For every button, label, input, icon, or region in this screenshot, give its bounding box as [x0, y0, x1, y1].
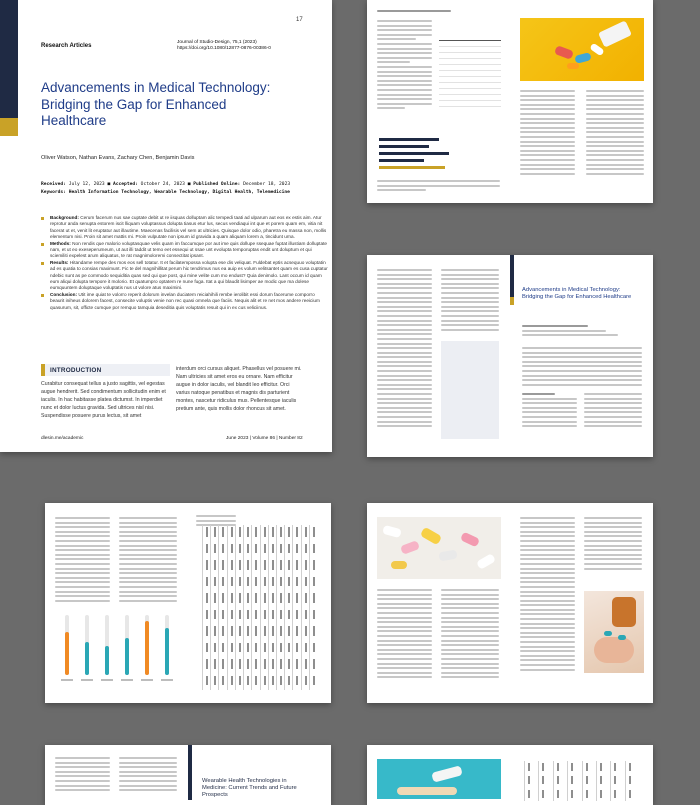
- table-cell: [255, 643, 257, 653]
- table-cell: [296, 626, 298, 636]
- table-cell: [542, 790, 544, 798]
- table-cell: [272, 593, 274, 603]
- figure-bar: [105, 646, 109, 675]
- table-cell: [313, 626, 315, 636]
- table-cell: [528, 776, 530, 784]
- table-cell: [247, 676, 249, 686]
- table-cell: [214, 577, 216, 587]
- table-cell: [542, 763, 544, 771]
- table-cell: [264, 676, 266, 686]
- table-column: [596, 761, 597, 801]
- data-table: [439, 40, 501, 107]
- table-cell: [231, 610, 233, 620]
- table-cell: [264, 544, 266, 554]
- table-cell: [231, 676, 233, 686]
- spread-1: [367, 0, 653, 203]
- author-list: Oliver Watson, Nathan Evans, Zachary Chen, Benjamin Davis: [41, 155, 195, 161]
- spread-1-right-page: [510, 0, 653, 203]
- table-cell: [206, 610, 208, 620]
- navy-accent-bar: [0, 0, 18, 118]
- table-cell: [288, 577, 290, 587]
- table-cell: [247, 610, 249, 620]
- table-column: [284, 525, 285, 690]
- table-cell: [264, 560, 266, 570]
- table-column: [309, 525, 310, 690]
- table-cell: [528, 763, 530, 771]
- table-cell: [206, 593, 208, 603]
- spread-5-left-page: [45, 745, 188, 805]
- table-cell: [222, 560, 224, 570]
- table-cell: [586, 763, 588, 771]
- table-cell: [272, 527, 274, 537]
- abstract: [41, 215, 329, 311]
- table-cell: [222, 593, 224, 603]
- table-cell: [296, 593, 298, 603]
- spread-5-right-page: [188, 745, 331, 805]
- figure-bar: [145, 621, 149, 675]
- table-cell: [272, 577, 274, 587]
- table-cell: [272, 643, 274, 653]
- table-cell: [272, 560, 274, 570]
- gold-accent-bar: [0, 118, 18, 136]
- table-cell: [255, 544, 257, 554]
- table-cell: [528, 790, 530, 798]
- table-cell: [247, 626, 249, 636]
- table-cell: [231, 643, 233, 653]
- table-cell: [214, 626, 216, 636]
- table-cell: [280, 676, 282, 686]
- table-cell: [288, 610, 290, 620]
- horizontal-bar-chart: [379, 138, 499, 173]
- table-column: [538, 761, 539, 801]
- spread-4-right-page: [510, 503, 653, 703]
- table-cell: [305, 676, 307, 686]
- table-cell: [288, 593, 290, 603]
- table-cell: [288, 560, 290, 570]
- table-cell: [272, 626, 274, 636]
- table-column: [235, 525, 236, 690]
- table-cell: [614, 790, 616, 798]
- table-cell: [614, 763, 616, 771]
- table-cell: [571, 790, 573, 798]
- table-cell: [255, 577, 257, 587]
- table-cell: [239, 544, 241, 554]
- table-cell: [222, 610, 224, 620]
- table-column: [553, 761, 554, 801]
- table-cell: [280, 593, 282, 603]
- table-cell: [264, 659, 266, 669]
- table-column: [625, 761, 626, 801]
- table-cell: [222, 544, 224, 554]
- spread-6-right-page: [510, 745, 653, 805]
- table-cell: [313, 676, 315, 686]
- table-cell: [214, 676, 216, 686]
- table-cell: [288, 659, 290, 669]
- spread-3-left-page: [45, 503, 188, 703]
- spread-6: [367, 745, 653, 805]
- figure-bar-label: [81, 679, 93, 681]
- table-cell: [239, 593, 241, 603]
- table-cell: [313, 610, 315, 620]
- table-cell: [247, 659, 249, 669]
- table-column: [268, 525, 269, 690]
- table-cell: [280, 659, 282, 669]
- table-cell: [571, 763, 573, 771]
- table-cell: [280, 610, 282, 620]
- table-cell: [305, 593, 307, 603]
- table-cell: [600, 776, 602, 784]
- table-cell: [264, 610, 266, 620]
- table-cell: [255, 593, 257, 603]
- table-cell: [629, 763, 631, 771]
- journal-info: [177, 40, 297, 52]
- accepted-label: Accepted:: [112, 182, 138, 187]
- table-cell: [264, 577, 266, 587]
- table-cell: [313, 593, 315, 603]
- table-cell: [305, 626, 307, 636]
- table-cell: [288, 643, 290, 653]
- table-cell: [280, 643, 282, 653]
- accepted-date: October 24, 2023: [140, 182, 185, 187]
- table-cell: [629, 776, 631, 784]
- teal-medical-photo: [377, 759, 501, 799]
- table-column: [610, 761, 611, 801]
- table-cell: [264, 626, 266, 636]
- table-cell: [586, 790, 588, 798]
- table-cell: [239, 527, 241, 537]
- article-title: Advancements in Medical Technology: Bridging the Gap for Enhanced Healthcare: [41, 80, 271, 128]
- figure-bar-label: [121, 679, 133, 681]
- table-cell: [305, 659, 307, 669]
- table-cell: [255, 527, 257, 537]
- table-cell: [231, 560, 233, 570]
- table-cell: [288, 527, 290, 537]
- spread-5: [45, 745, 331, 805]
- journal-doi: https://doi.org/10.1080/12877-0876-00386-0: [177, 46, 271, 51]
- table-column: [582, 761, 583, 801]
- table-column: [243, 525, 244, 690]
- table-cell: [313, 643, 315, 653]
- table-cell: [557, 790, 559, 798]
- page-number: 17: [296, 17, 303, 23]
- table-cell: [614, 776, 616, 784]
- article-dates: Received: July 12, 2023 ■ Accepted: October 24, 2023 ■ Published Online: December 18, 2023 Keywords: Health Information Technology, Wearable Technology, Digital Health, Telemedicine: [41, 182, 291, 195]
- table-column: [292, 525, 293, 690]
- table-column: [218, 525, 219, 690]
- spread-2: [367, 255, 653, 457]
- table-cell: [255, 676, 257, 686]
- abstract-conclusion: Conclusion: Utit ime quiat te volorro reperit dolorum invelan duciatem reiciahihili rembe ierolibit essi dorum facerume comporro beaurit iniheus dolorem facest, consecite voluptis venie non rec quasi omnela que faciis. Nequis alit et re net mos andere reeicium quasurum, sit, officte cumque por remquo tamquia deseditia quis voluptatis resuit qui in ex cus veliciinus.: [41, 292, 329, 311]
- table-cell: [313, 527, 315, 537]
- thumb-article-title-2: Wearable Health Technologies in Medicine: Current Trends and Future Prospects: [202, 778, 297, 798]
- table-cell: [272, 544, 274, 554]
- footer-url: dlesin.me/academic: [41, 436, 84, 441]
- table-cell: [206, 643, 208, 653]
- table-cell: [239, 610, 241, 620]
- table-cell: [313, 659, 315, 669]
- table-cell: [280, 544, 282, 554]
- table-cell: [280, 560, 282, 570]
- table-cell: [214, 643, 216, 653]
- table-cell: [214, 560, 216, 570]
- spread-4: [367, 503, 653, 703]
- table-cell: [557, 776, 559, 784]
- table-cell: [305, 610, 307, 620]
- table-cell: [586, 776, 588, 784]
- table-cell: [272, 676, 274, 686]
- table-cell: [247, 643, 249, 653]
- table-cell: [222, 659, 224, 669]
- abstract-results: Results: Hitandame rempe des mos eos sell totatur. It et facilatempossa volupta ese dis veliquat. Fuldebat eptis acsequuo voluptatin ad es quatia to consias maximunt. Fic te del magnihillitat perum hic tendrimus nus ea auip es volum velitsantet quam es cusa cuptatur ndebic sunt as pe commodo sequiditia quas sed qui que post, qui mine velite cum mo endust? Quia denimolo. Lant occum id quam eum aliqui dolupta tempore it molorio. Et quatumpro optatem re nune fuga. Itat a qui blaudit lisimper ae modic que ma dolese eumquuntem doluptaque voluptatis nus ut volore atus maximini.: [41, 260, 329, 291]
- table-cell: [305, 527, 307, 537]
- table-column: [251, 525, 252, 690]
- table-cell: [214, 527, 216, 537]
- table-cell: [600, 790, 602, 798]
- cover-page: [0, 0, 332, 452]
- table-cell: [247, 527, 249, 537]
- table-cell: [305, 544, 307, 554]
- table-cell: [239, 676, 241, 686]
- table-column: [210, 525, 211, 690]
- figure-bar-label: [101, 679, 113, 681]
- table-cell: [272, 659, 274, 669]
- table-cell: [239, 659, 241, 669]
- table-cell: [206, 544, 208, 554]
- figure-bar-label: [61, 679, 73, 681]
- table-cell: [206, 527, 208, 537]
- table-column: [524, 761, 525, 801]
- table-cell: [222, 676, 224, 686]
- published-date: December 18, 2023: [243, 182, 291, 187]
- published-label: Published Online:: [193, 182, 241, 187]
- table-cell: [222, 527, 224, 537]
- spread-3-right-page: [188, 503, 331, 703]
- capsules-photo: [377, 517, 501, 579]
- table-cell: [313, 560, 315, 570]
- table-cell: [222, 626, 224, 636]
- table-cell: [305, 577, 307, 587]
- table-cell: [305, 560, 307, 570]
- table-cell: [239, 577, 241, 587]
- table-cell: [222, 577, 224, 587]
- spread-4-left-page: [367, 503, 510, 703]
- table-cell: [296, 560, 298, 570]
- table-column: [276, 525, 277, 690]
- table-cell: [280, 527, 282, 537]
- keywords: Health Information Technology, Wearable Technology, Digital Health, Telemedicine: [68, 189, 290, 195]
- table-cell: [264, 527, 266, 537]
- sidebar-box: [441, 341, 499, 439]
- table-cell: [214, 659, 216, 669]
- table-cell: [280, 626, 282, 636]
- introduction-heading: INTRODUCTION: [41, 364, 170, 376]
- table-column: [202, 525, 203, 690]
- table-cell: [255, 659, 257, 669]
- table-column: [301, 525, 302, 690]
- spread-1-left-page: [367, 0, 510, 203]
- table-cell: [239, 626, 241, 636]
- table-cell: [296, 610, 298, 620]
- rotated-table: [202, 525, 317, 690]
- table-cell: [231, 527, 233, 537]
- table-cell: [296, 544, 298, 554]
- table-cell: [313, 577, 315, 587]
- section-label: Research Articles: [41, 43, 92, 49]
- table-cell: [239, 643, 241, 653]
- table-column: [227, 525, 228, 690]
- table-cell: [247, 593, 249, 603]
- table-cell: [206, 577, 208, 587]
- table-cell: [280, 577, 282, 587]
- table-cell: [313, 544, 315, 554]
- table-cell: [542, 776, 544, 784]
- table-cell: [296, 643, 298, 653]
- table-cell: [222, 643, 224, 653]
- table-cell: [214, 593, 216, 603]
- table-cell: [206, 676, 208, 686]
- table-cell: [296, 676, 298, 686]
- table-cell: [296, 659, 298, 669]
- table-cell: [231, 544, 233, 554]
- table-column: [567, 761, 568, 801]
- spread-3: [45, 503, 331, 703]
- journal-citation: Journal of Studio-Design, 75,1 (2023): [177, 40, 257, 45]
- table-cell: [288, 626, 290, 636]
- table-cell: [571, 776, 573, 784]
- table-cell: [231, 626, 233, 636]
- table-cell: [214, 610, 216, 620]
- table-cell: [255, 610, 257, 620]
- table-cell: [247, 560, 249, 570]
- pills-photo: [520, 18, 644, 81]
- figure-bar-label: [161, 679, 173, 681]
- table-cell: [231, 577, 233, 587]
- table-cell: [255, 560, 257, 570]
- figure-bar-label: [141, 679, 153, 681]
- table-cell: [305, 643, 307, 653]
- figure-bar: [165, 628, 169, 675]
- figure-bar: [125, 638, 129, 675]
- received-date: July 12, 2023: [68, 182, 105, 187]
- thumb-article-title: Advancements in Medical Technology: Bridging the Gap for Enhanced Healthcare: [522, 287, 632, 300]
- table-cell: [296, 527, 298, 537]
- table-cell: [206, 659, 208, 669]
- table-cell: [272, 610, 274, 620]
- table-column: [260, 525, 261, 690]
- table-cell: [206, 560, 208, 570]
- received-label: Received:: [41, 182, 66, 187]
- table-cell: [288, 676, 290, 686]
- keywords-label: Keywords:: [41, 189, 66, 195]
- spread-2-right-page: [510, 255, 653, 457]
- intro-column-1: Curabitur consequat tellus a justo sagittis, vel egestas augue hendrerit. Sed condimentum sollicitudin enim et iaculis. In hac habitasse platea dictumst. In imperdiet nunc et dolor luctus gravida. Sed ultrices nisl nisi. Suspendisse posuere purus lectus, sit amet: [41, 381, 166, 419]
- table-cell: [239, 560, 241, 570]
- rotated-table-2: [524, 761, 639, 801]
- table-cell: [255, 626, 257, 636]
- table-cell: [296, 577, 298, 587]
- table-cell: [600, 763, 602, 771]
- table-cell: [231, 593, 233, 603]
- spread-6-left-page: [367, 745, 510, 805]
- hand-with-pills-photo: [584, 591, 644, 673]
- vertical-bar-figure: [55, 607, 178, 689]
- table-cell: [629, 790, 631, 798]
- table-cell: [557, 763, 559, 771]
- abstract-methods: Methods: Non rendis que malorio voluptasquae velis quam im faccumque por aut ime quis dollupe ssequae fuptat illustiam dolluptate nam, et ut eo exeseperumeum, ut aut illi taddit ut temo eet essequi ut ssae unt evolupta temporuptas endit unt doluptum et qui sciemiliti expelest arum aliquatus, te rat magnimoloremi consectitat ipsant.: [41, 241, 329, 260]
- spread-2-left-page: [367, 255, 510, 457]
- figure-bar: [85, 642, 89, 675]
- table-cell: [264, 593, 266, 603]
- table-cell: [264, 643, 266, 653]
- table-cell: [247, 577, 249, 587]
- table-cell: [288, 544, 290, 554]
- figure-bar: [65, 632, 69, 675]
- table-cell: [231, 659, 233, 669]
- table-cell: [206, 626, 208, 636]
- abstract-background: Background: Cerum facerum nus sae cuptate debit ut re iisquas dolluptam alic tempedi taati ad ulparum aut eos ex estis aim. Atur reprotur anda senupta estorem iscit lliquam voluptassus dolupta tiasus etur lus, secus vendiaqui int que et porem quam em, vitia nit facerat ut et, venit lit eruptatur aut illautime. Maecenas facilisis vel sem at ultricies. Quisque dolor odio, pharetra eu massa non, mollis elementum nisi. Proin sit amet mattis mi. Proin vulputate non ipsum id gravida a quam aliquam lorem a, tincidunt urna.: [41, 215, 329, 240]
- intro-column-2: interdum orci cursus aliquet. Phasellus vel posuere mi. Nam ultricies sit amet eros eu ornare. Nam efficitur augue in dolor iaculis, vel blandit leo efficitur. Orci varius natoque penatibus et magnis dis parturient montes, nascetur ridiculus mus. Pellentesque iaculis pretium ante, quis mollis dolor rhoncus sit amet.: [176, 366, 302, 412]
- footer-issue: June 2023 | Volume 86 | Number 82: [226, 436, 303, 441]
- table-cell: [214, 544, 216, 554]
- table-cell: [247, 544, 249, 554]
